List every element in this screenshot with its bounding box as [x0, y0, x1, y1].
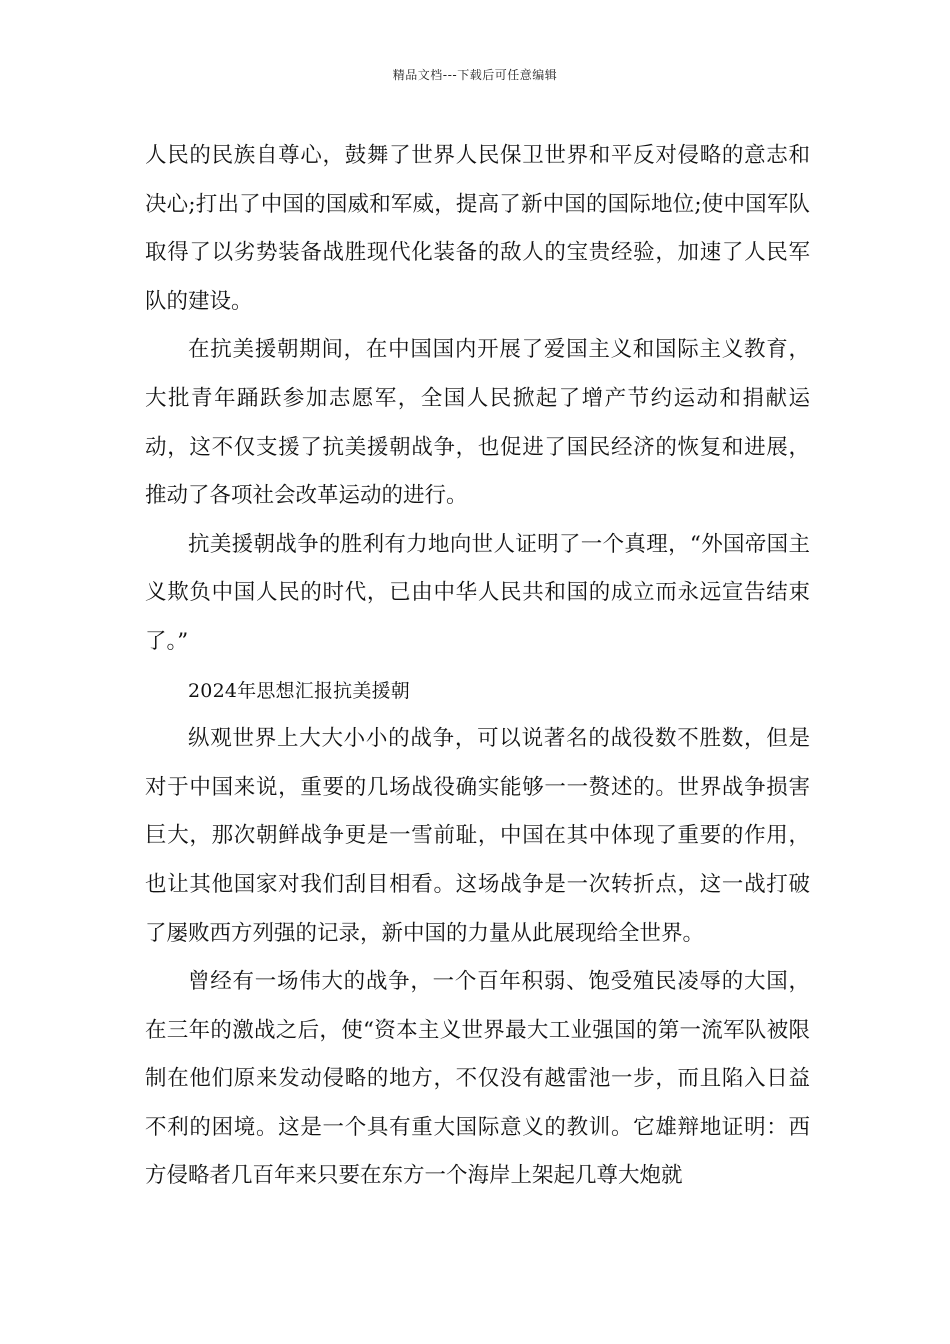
paragraph: 抗美援朝战争的胜利有力地向世人证明了一个真理，“外国帝国主义欺负中国人民的时代，已由中华人民共和国的成立而永远宣告结束了。” [145, 531, 810, 654]
document-body [145, 132, 810, 1201]
paragraph: 在抗美援朝期间，在中国国内开展了爱国主义和国际主义教育，大批青年踊跃参加志愿军，全国人民掀起了增产节约运动和捐献运动，这不仅支援了抗美援朝战争，也促进了国民经济的恢复和进展，推动了各项社会改革运动的进行。 [145, 337, 810, 509]
section-title: 2024年思想汇报抗美援朝 [188, 679, 410, 702]
paragraph: 纵观世界上大大小小的战争，可以说著名的战役数不胜数，但是对于中国来说，重要的几场战役确实能够一一赘述的。世界战争损害巨大，那次朝鲜战争更是一雪前耻，中国在其中体现了重要的作用，也让其他国家对我们刮目相看。这场战争是一次转折点，这一战打破了屡败西方列强的记录，新中国的力量从此展现给全世界。 [145, 726, 810, 946]
paragraph: 曾经有一场伟大的战争，一个百年积弱、饱受殖民凌辱的大国，在三年的激战之后，使“资本主义世界最大工业强国的第一流军队被限制在他们原来发动侵略的地方，不仅没有越雷池一步，而且陷入日益不利的困境。这是一个具有重大国际意义的教训。它雄辩地证明：西方侵略者几百年来只要在东方一个海岸上架起几尊大炮就 [145, 969, 810, 1189]
page-header: 精品文档---下载后可任意编辑 [392, 68, 558, 82]
paragraph-continuation: 人民的民族自尊心，鼓舞了世界人民保卫世界和平反对侵略的意志和决心;打出了中国的国威和军威，提高了新中国的国际地位;使中国军队取得了以劣势装备战胜现代化装备的敌人的宝贵经验，加速了人民军队的建设。 [145, 143, 810, 314]
